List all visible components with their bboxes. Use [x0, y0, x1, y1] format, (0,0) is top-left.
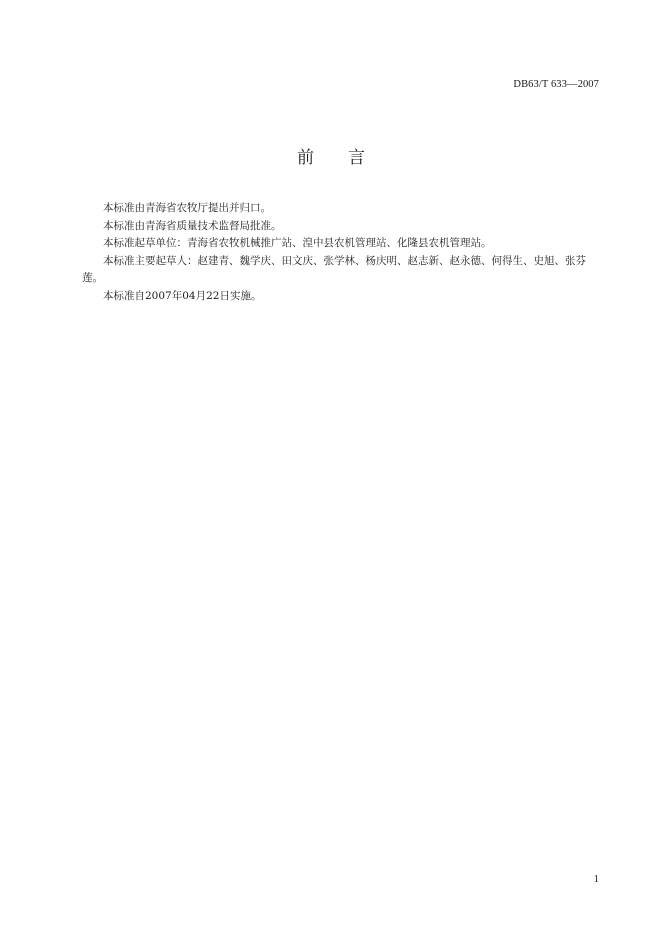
paragraph-approver: 本标准由青海省质量技术监督局批准。 — [103, 219, 282, 232]
paragraph-drafting-units: 本标准起草单位：青海省农牧机械推广站、湟中县农机管理站、化隆县农机管理站。 — [103, 237, 492, 249]
paragraph-effective-date: 本标准自2007年04月22日实施。 — [103, 289, 262, 302]
paragraph-proposer: 本标准由青海省农牧厅提出并归口。 — [103, 202, 271, 214]
section-title: 前言 — [297, 148, 399, 168]
document-code: DB63/T 633—2007 — [513, 79, 599, 90]
foreword-body — [82, 200, 600, 305]
paragraph-drafters: 本标准主要起草人：赵建青、魏学庆、田文庆、张学林、杨庆明、赵志新、赵永德、何得生、史旭、张芬莲。 — [82, 254, 586, 284]
page-number: 1 — [593, 874, 599, 885]
